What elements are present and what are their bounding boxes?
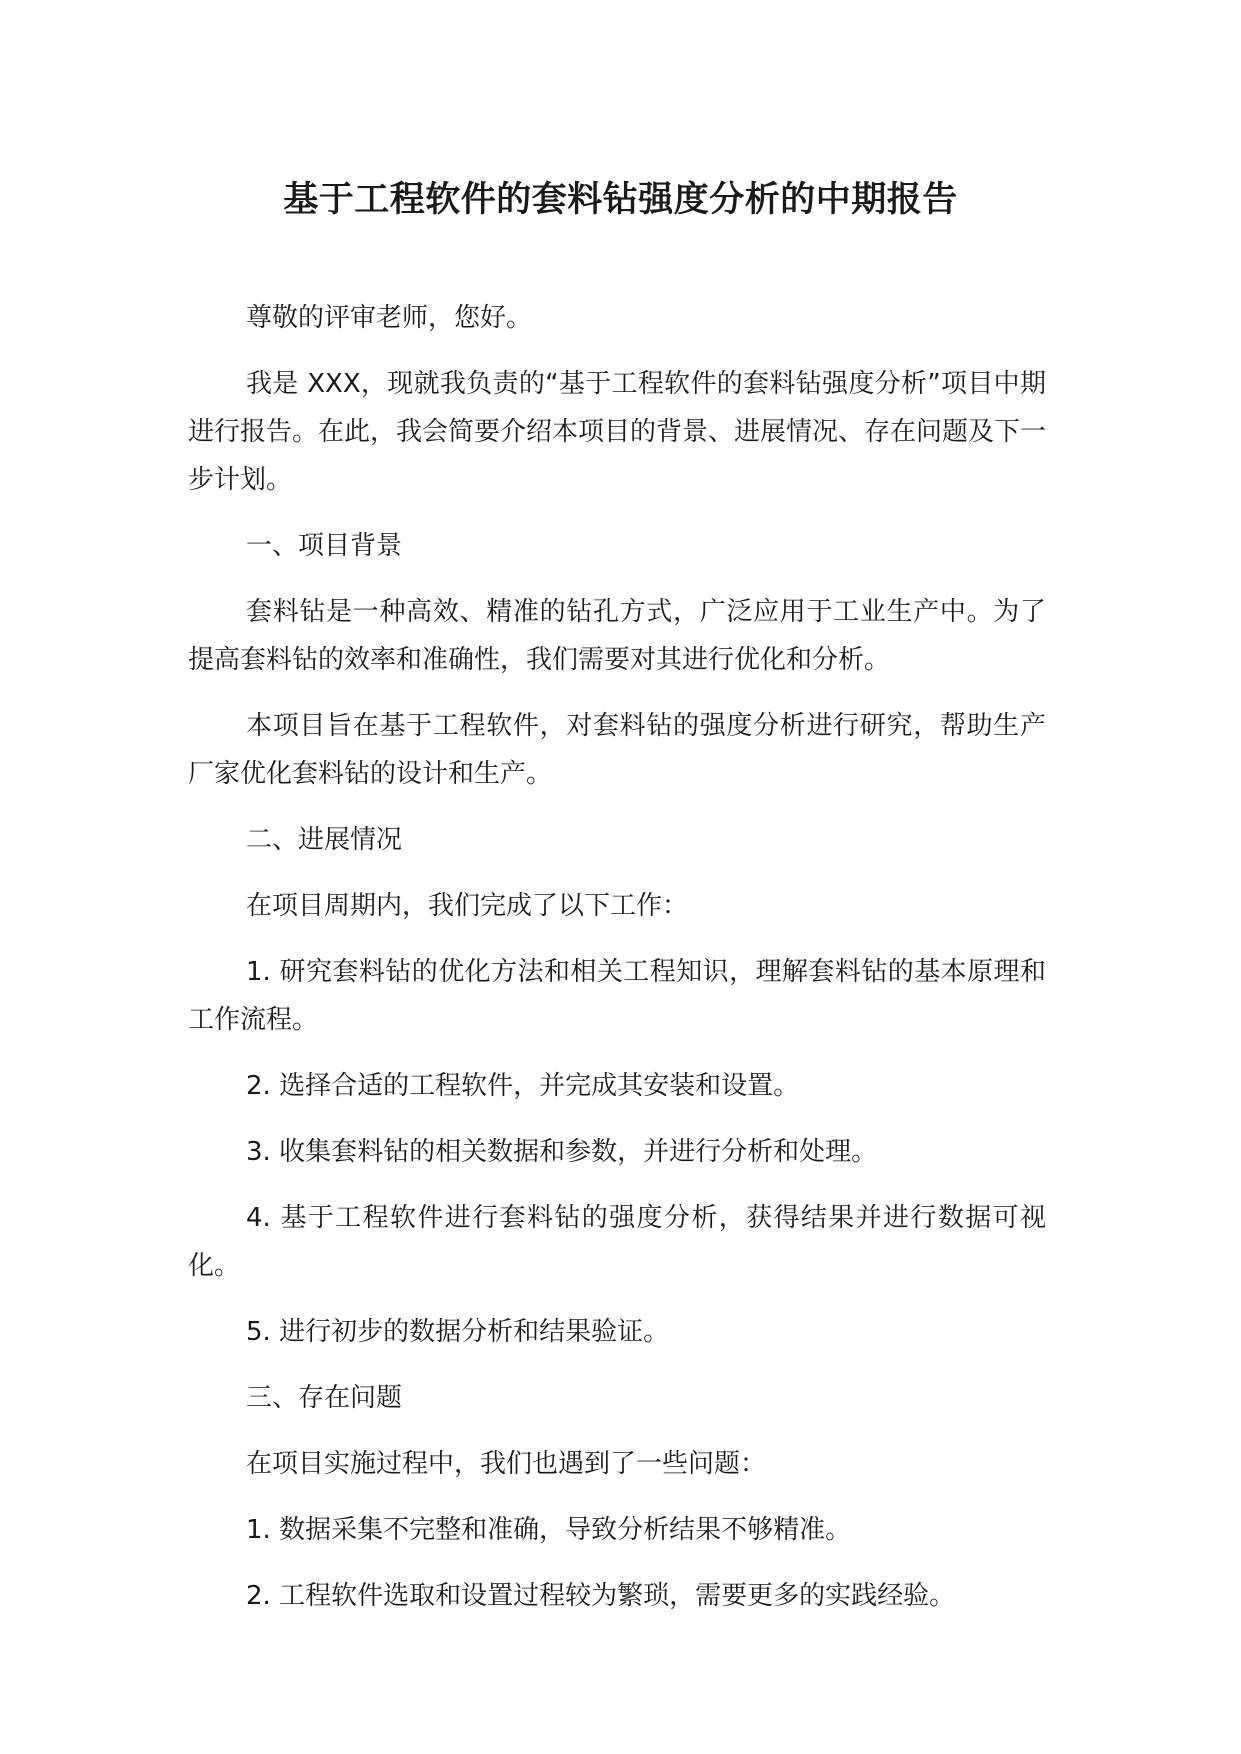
document-title: 基于工程软件的套料钻强度分析的中期报告 [283,180,958,220]
section-heading-progress: 二、进展情况 [246,825,403,855]
document-body [188,294,1046,1638]
progress-item-1: 1. 研究套料钻的优化方法和相关工程知识，理解套料钻的基本原理和工作流程。 [188,957,1046,1035]
background-paragraph-2: 本项目旨在基于工程软件，对套料钻的强度分析进行研究，帮助生产厂家优化套料钻的设计和生产。 [188,711,1046,789]
progress-item-5: 5. 进行初步的数据分析和结果验证。 [246,1317,670,1347]
progress-item-3: 3. 收集套料钻的相关数据和参数，并进行分析和处理。 [246,1137,878,1167]
progress-item-4: 4. 基于工程软件进行套料钻的强度分析，获得结果并进行数据可视化。 [188,1203,1046,1281]
problem-item-1: 1. 数据采集不完整和准确，导致分析结果不够精准。 [246,1515,852,1545]
section-heading-background: 一、项目背景 [246,531,403,561]
background-paragraph-1: 套料钻是一种高效、精准的钻孔方式，广泛应用于工业生产中。为了提高套料钻的效率和准确性，我们需要对其进行优化和分析。 [188,597,1046,675]
intro-paragraph: 我是 XXX，现就我负责的“基于工程软件的套料钻强度分析”项目中期进行报告。在此，我会简要介绍本项目的背景、进展情况、存在问题及下一步计划。 [188,369,1047,495]
progress-item-2: 2. 选择合适的工程软件，并完成其安装和设置。 [246,1071,800,1101]
greeting-paragraph: 尊敬的评审老师，您好。 [246,303,533,333]
problem-item-2: 2. 工程软件选取和设置过程较为繁琐，需要更多的实践经验。 [246,1581,956,1611]
section-heading-problems: 三、存在问题 [246,1383,403,1413]
problems-intro-paragraph: 在项目实施过程中，我们也遇到了一些问题： [246,1449,767,1479]
progress-intro-paragraph: 在项目周期内，我们完成了以下工作： [246,891,689,921]
